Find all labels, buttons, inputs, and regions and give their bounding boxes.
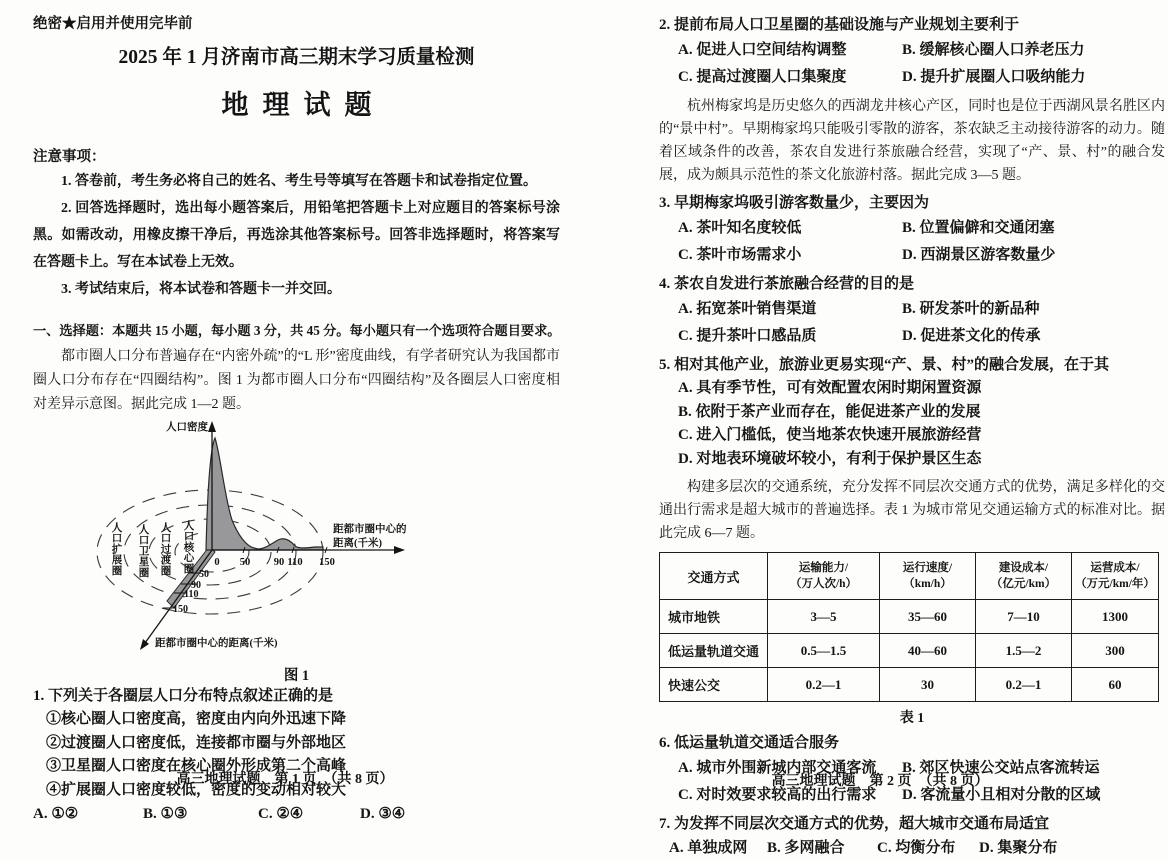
table-header-row bbox=[660, 553, 1159, 600]
svg-text:90: 90 bbox=[273, 557, 285, 568]
cell-mode: 快速公交 bbox=[660, 668, 768, 702]
header-line: 运输能力/ bbox=[798, 562, 849, 574]
option-b: B. 依附于茶产业而存在，能促进茶产业的发展 bbox=[678, 403, 981, 420]
option-d: D. 西湖景区游客数量少 bbox=[902, 246, 1056, 263]
section-1-heading: 一、选择题：本题共 15 小题，每小题 3 分，共 45 分。每小题只有一个选项符合题目要求。 bbox=[33, 323, 561, 338]
option-b: B. 郊区快速公交站点客流转运 bbox=[902, 760, 1100, 776]
page-2-footer: 高三地理试题 第 2 页 （共 8 页） bbox=[771, 774, 989, 789]
svg-text:110: 110 bbox=[184, 589, 199, 600]
question-5-stem: 5. 相对其他产业，旅游业更易实现“产、景、村”的融合发展，在于其 bbox=[659, 357, 1110, 373]
question-1 bbox=[33, 685, 560, 827]
header-build-cost bbox=[976, 553, 1072, 600]
svg-text:150: 150 bbox=[173, 604, 188, 615]
header-line: 建设成本/ bbox=[998, 562, 1049, 574]
statement-2: ②过渡圈人口密度低，连接都市圈与外部地区 bbox=[46, 734, 347, 751]
header-capacity bbox=[768, 553, 880, 600]
ring-label-satellite: 人口卫星圈 bbox=[138, 525, 150, 579]
svg-text:110: 110 bbox=[287, 557, 303, 568]
option-a: A. 茶叶知名度较低 bbox=[678, 220, 802, 236]
table-1-caption: 表 1 bbox=[899, 711, 925, 726]
x-axis-tick-labels bbox=[214, 557, 335, 568]
cell-speed: 35—60 bbox=[880, 600, 976, 634]
table-1 bbox=[659, 552, 1159, 702]
option-a: A. 拓宽茶叶销售渠道 bbox=[678, 301, 817, 317]
question-7 bbox=[659, 813, 1165, 861]
statement-3: ③卫星圈人口密度在核心圈外形成第二个高峰 bbox=[46, 758, 347, 774]
svg-text:50: 50 bbox=[239, 557, 251, 568]
x-axis-arrow-icon bbox=[394, 546, 405, 554]
notice-item-3: 3. 考试结束后，将本试卷和答题卡一并交回。 bbox=[61, 282, 341, 297]
statement-4: ④扩展圈人口密度较低，密度的变动相对较大 bbox=[46, 781, 347, 798]
population-density-curve bbox=[206, 438, 323, 550]
cell-operating-cost: 300 bbox=[1072, 634, 1159, 668]
question-7-stem: 7. 为发挥不同层次交通方式的优势，超大城市交通布局适宜 bbox=[659, 816, 1050, 832]
question-2 bbox=[659, 14, 1165, 90]
cell-build-cost: 7—10 bbox=[976, 600, 1072, 634]
page-2-column bbox=[659, 0, 1165, 861]
option-c: C. 提高过渡圈人口集聚度 bbox=[678, 68, 847, 85]
question-4 bbox=[659, 273, 1165, 349]
passage-urban-structure: 都市圈人口分布普遍存在“内密外疏”的“L 形”密度曲线，有学者研究认为我国都市圈人口分布存在“四圈结构”。图 1 为都市圈人口分布“四圈结构”及各圈层人口密度相对差异示意图。据此完成 1—2 题。 bbox=[33, 349, 560, 412]
cell-capacity: 0.2—1 bbox=[768, 668, 880, 702]
question-5-options bbox=[659, 377, 1165, 471]
y-axis-label: 人口密度 bbox=[166, 422, 208, 433]
option-c: C. 提升茶叶口感品质 bbox=[678, 327, 817, 344]
table-row bbox=[660, 668, 1159, 702]
option-c: C. 茶叶市场需求小 bbox=[678, 246, 802, 263]
figure-1-diagram bbox=[75, 419, 545, 659]
option-d: D. 提升扩展圈人口吸纳能力 bbox=[902, 68, 1086, 85]
option-b: B. 缓解核心圈人口养老压力 bbox=[902, 42, 1085, 58]
cell-operating-cost: 60 bbox=[1072, 668, 1159, 702]
ring-label-core: 人口核心圈 bbox=[183, 521, 195, 575]
question-7-options bbox=[659, 836, 1165, 861]
header-line: （km/h） bbox=[903, 578, 952, 590]
passage-transport-system: 构建多层次的交通系统，充分发挥不同层次交通方式的优势，满足多样化的交通出行需求是超大城市的普遍选择。表 1 为城市常见交通运输方式的标准对比。据此完成 6—7 题。 bbox=[659, 480, 1165, 541]
question-6-stem: 6. 低运量轨道交通适合服务 bbox=[659, 735, 840, 751]
header-speed bbox=[880, 553, 976, 600]
svg-text:50: 50 bbox=[199, 569, 209, 580]
option-a: A. 城市外围新城内部交通客流 bbox=[678, 760, 877, 776]
subject-title: 地理试题 bbox=[221, 90, 386, 120]
notice-item-2: 2. 回答选择题时，选出每小题答案后，用铅笔把答题卡上对应题目的答案标号涂黑。如需改动，用橡皮擦干净后，再选涂其他答案标号。回答非选择题时，将答案写在答题卡上。写在本试卷上无效。 bbox=[33, 201, 560, 270]
cell-speed: 30 bbox=[880, 668, 976, 702]
passage-meijiawu-tea: 杭州梅家坞是历史悠久的西湖龙井核心产区，同时也是位于西湖风景名胜区内的“景中村”。早期梅家坞只能吸引零散的游客，茶农缺乏主动接待游客的动力。随着区域条件的改善，茶农自发进行茶旅融合经营，实现了“产、景、村”的融合发展，成为颇具示范性的茶文化旅游村落。据此完成 3—5 题。 bbox=[659, 99, 1165, 183]
header-line: 运行速度/ bbox=[902, 562, 953, 574]
option-d: D. 促进茶文化的传承 bbox=[902, 327, 1041, 344]
option-c: C. 进入门槛低，使当地茶农快速开展旅游经营 bbox=[678, 427, 982, 443]
cell-mode: 城市地铁 bbox=[660, 600, 768, 634]
figure-1-caption: 图 1 bbox=[283, 668, 310, 684]
option-c: C. ②④ bbox=[258, 806, 304, 822]
option-a: A. ①② bbox=[33, 806, 79, 822]
header-transport-mode: 交通方式 bbox=[660, 553, 768, 600]
y-axis-arrow-icon bbox=[208, 421, 216, 432]
ring-label-transition: 人口过渡圈 bbox=[160, 523, 172, 577]
table-row bbox=[660, 634, 1159, 668]
exam-title: 2025 年 1 月济南市高三期末学习质量检测 bbox=[118, 47, 475, 68]
cell-operating-cost: 1300 bbox=[1072, 600, 1159, 634]
question-1-stem: 1. 下列关于各圈层人口分布特点叙述正确的是 bbox=[33, 688, 334, 704]
option-b: B. 多网融合 bbox=[767, 840, 845, 856]
option-b: B. 位置偏僻和交通闭塞 bbox=[902, 220, 1055, 236]
diagonal-axis-label: 距都市圈中心的距离(千米) bbox=[155, 638, 278, 649]
option-d: D. 对地表环境破坏较小，有利于保护景区生态 bbox=[678, 450, 982, 467]
svg-text:90: 90 bbox=[191, 580, 201, 591]
option-d: D. 集聚分布 bbox=[979, 840, 1058, 856]
diagonal-axis-arrow-icon bbox=[140, 639, 149, 650]
diagonal-axis bbox=[145, 550, 212, 643]
svg-text:0: 0 bbox=[214, 557, 220, 568]
ring-label-expansion: 人口扩展圈 bbox=[111, 523, 123, 577]
option-b: B. 研发茶叶的新品种 bbox=[902, 301, 1040, 317]
page-1-footer: 高三地理试题 第 1 页 （共 8 页） bbox=[176, 772, 394, 787]
question-1-options bbox=[33, 802, 560, 827]
option-a: A. 具有季节性，可有效配置农闲时期闲置资源 bbox=[678, 380, 982, 396]
notice-item-1: 1. 答卷前，考生务必将自己的姓名、考生号等填写在答题卡和试卷指定位置。 bbox=[61, 174, 537, 189]
option-c: C. 均衡分布 bbox=[877, 840, 956, 856]
header-line: （亿元/km） bbox=[990, 578, 1057, 590]
x-axis-label-line1: 距都市圈中心的 bbox=[333, 524, 407, 535]
figure-1 bbox=[75, 419, 560, 664]
option-a: A. 单独成网 bbox=[669, 840, 748, 856]
question-2-options bbox=[659, 37, 1165, 90]
header-operating-cost bbox=[1072, 553, 1159, 600]
page-1-column bbox=[33, 0, 560, 827]
cell-speed: 40—60 bbox=[880, 634, 976, 668]
header-line: （万元/km/年） bbox=[1075, 578, 1155, 590]
option-c: C. 对时效要求较高的出行需求 bbox=[678, 786, 877, 803]
cell-build-cost: 0.2—1 bbox=[976, 668, 1072, 702]
question-5 bbox=[659, 354, 1165, 471]
security-classification-label: 绝密★启用并使用完毕前 bbox=[33, 16, 193, 32]
svg-text:150: 150 bbox=[319, 557, 335, 568]
notice-heading: 注意事项： bbox=[33, 149, 106, 165]
question-4-options bbox=[659, 296, 1165, 349]
option-d: D. ③④ bbox=[360, 806, 406, 822]
question-4-stem: 4. 茶农自发进行茶旅融合经营的目的是 bbox=[659, 276, 915, 292]
cell-capacity: 0.5—1.5 bbox=[768, 634, 880, 668]
option-d: D. 客流量小且相对分散的区域 bbox=[902, 786, 1101, 803]
question-3-stem: 3. 早期梅家坞吸引游客数量少，主要因为 bbox=[659, 195, 930, 211]
cell-capacity: 3—5 bbox=[768, 600, 880, 634]
cell-mode: 低运量轨道交通 bbox=[660, 634, 768, 668]
cell-build-cost: 1.5—2 bbox=[976, 634, 1072, 668]
x-axis-label-line2: 距离(千米) bbox=[333, 538, 382, 549]
question-3-options bbox=[659, 215, 1165, 268]
option-a: A. 促进人口空间结构调整 bbox=[678, 42, 847, 58]
statement-1: ①核心圈人口密度高，密度由内向外迅速下降 bbox=[46, 711, 347, 727]
option-b: B. ①③ bbox=[143, 806, 188, 822]
question-3 bbox=[659, 192, 1165, 268]
header-line: （万人次/h） bbox=[789, 578, 858, 590]
question-2-stem: 2. 提前布局人口卫星圈的基础设施与产业规划主要利于 bbox=[659, 17, 1020, 33]
table-row bbox=[660, 600, 1159, 634]
header-line: 运营成本/ bbox=[1090, 562, 1140, 574]
